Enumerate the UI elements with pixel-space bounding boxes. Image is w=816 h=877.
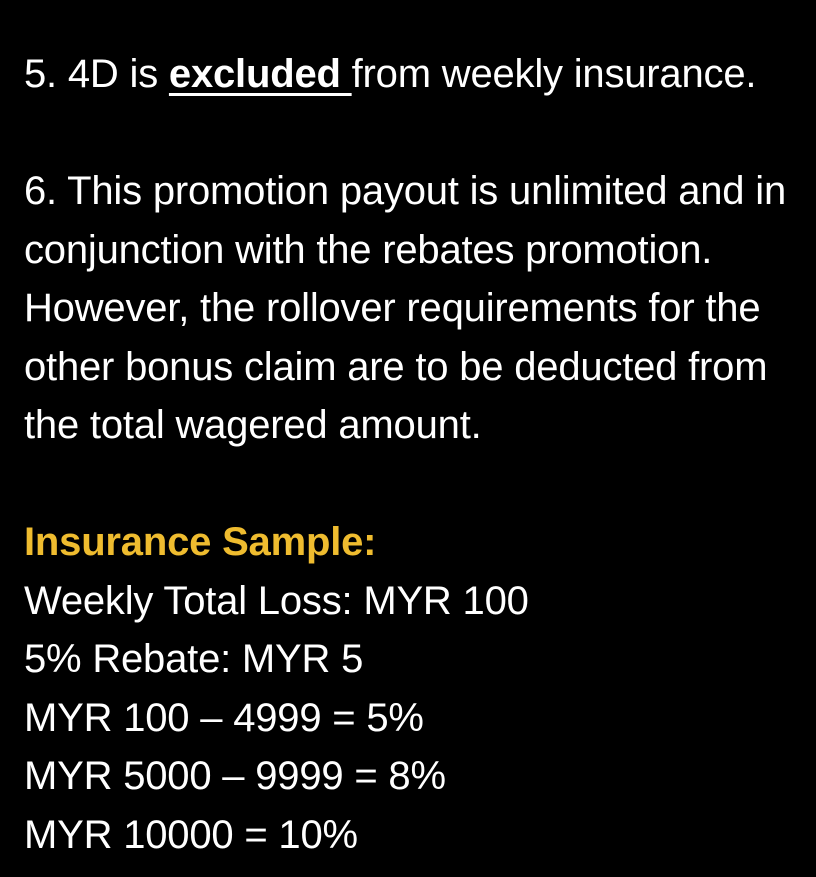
insurance-sample-line: MYR 5000 – 9999 = 8%	[24, 754, 446, 798]
term-item-5-suffix: from weekly insurance.	[351, 52, 757, 96]
term-item-6	[24, 162, 802, 455]
term-item-6-line: 6. This promotion payout is unlimited and in	[24, 169, 787, 213]
term-item-6-line: other bonus claim are to be deducted from	[24, 344, 768, 389]
insurance-sample-heading: Insurance Sample:	[24, 520, 377, 564]
term-item-6-line: the total wagered amount.	[24, 403, 482, 447]
term-item-5	[24, 45, 802, 104]
insurance-sample-section	[24, 513, 802, 864]
insurance-sample-line: Weekly Total Loss: MYR 100	[24, 578, 529, 623]
term-item-5-emphasis: excluded	[168, 52, 352, 96]
insurance-sample-line: MYR 100 – 4999 = 5%	[24, 695, 424, 740]
insurance-sample-line: MYR 10000 = 10%	[24, 812, 358, 857]
term-item-6-line: However, the rollover requirements for the	[24, 286, 761, 330]
insurance-sample-line: 5% Rebate: MYR 5	[24, 637, 364, 681]
term-item-5-prefix: 5. 4D is	[24, 52, 169, 96]
term-item-6-line: conjunction with the rebates promotion.	[24, 227, 713, 272]
